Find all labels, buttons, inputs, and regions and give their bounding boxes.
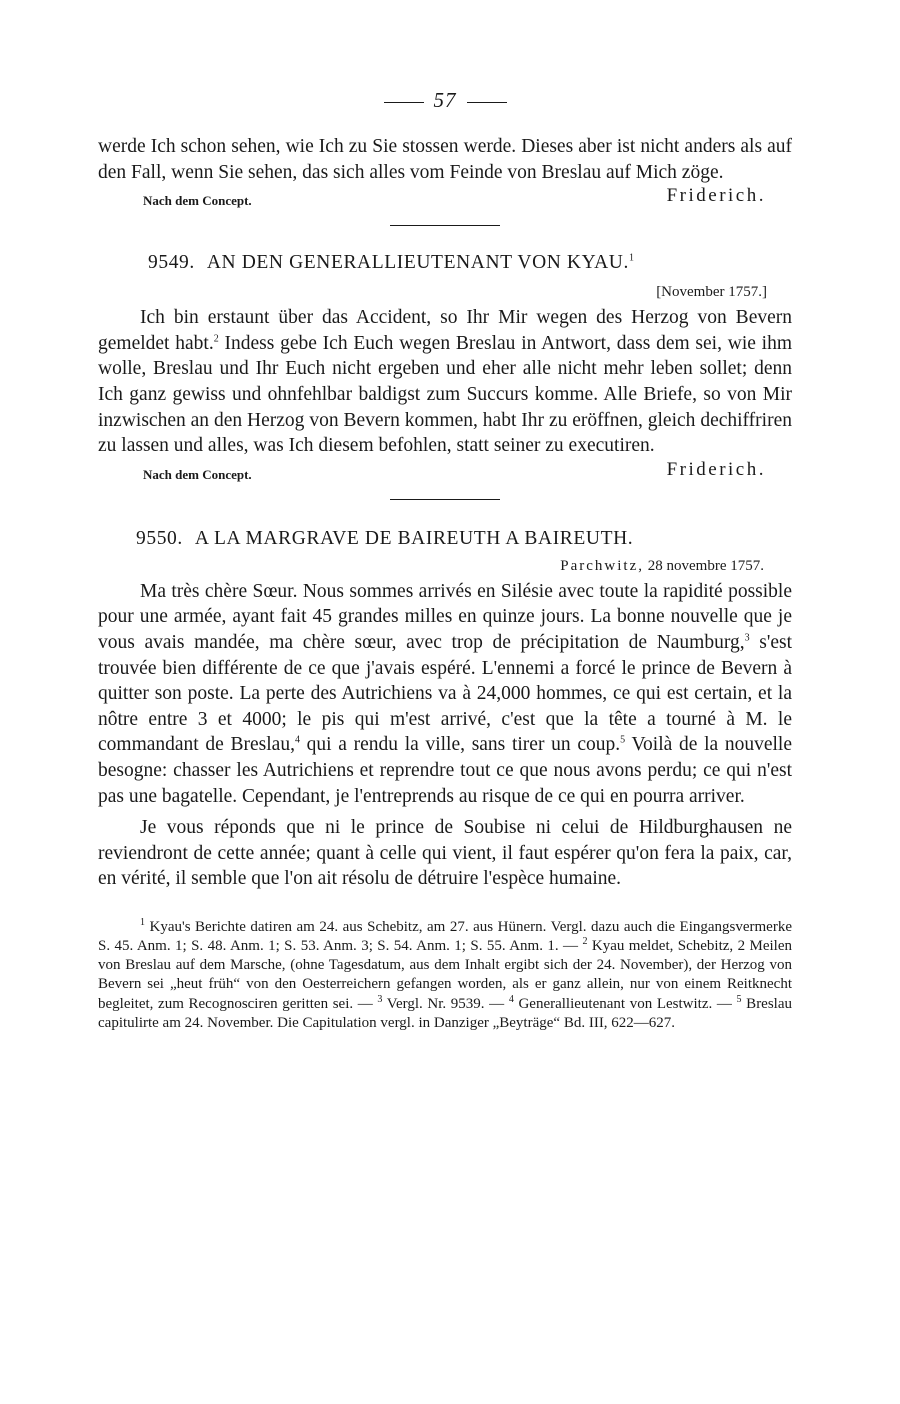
letter-body-part: Ma très chère Sœur. Nous sommes arrivés en Silésie avec toute la rapidité possible pour une armée, ayant fait 45 grandes milles en quinze jours. La bonne nouvelle que je vous avais mandée, ma chère sœur, avec trop de précipitation de Naumburg,	[98, 580, 792, 653]
letter-body-9549	[98, 305, 792, 459]
footnote-ref: 3	[744, 632, 750, 644]
footnote-text: Vergl. Nr. 9539. —	[382, 995, 509, 1012]
letter-body-part: s'est trouvée bien différente de ce que j'avais espéré. L'ennemi a forcé le prince de Bevern à quitter son poste. La perte des Autrichiens va à 24,000 hommes, ce qui est certain, et la nôtre entre 3 et 4000; le pis qui m'est arrivé, c'est que la tête a tourné à M. le commandant de Breslau,	[98, 631, 793, 756]
letter-date-value: 28 novembre 1757.	[647, 557, 764, 574]
footnote-marker: 3	[377, 993, 383, 1005]
footnote-text: Kyau's Berichte datiren am 24. aus Schebitz, am 27. aus Hünern. Vergl. dazu auch die Eingangsvermerke S. 45. Anm. 1; S. 48. Anm. 1; S. 53. Anm. 3; S. 54. Anm. 1; S. 55. Anm. 1. —	[98, 918, 792, 955]
footnote-text: Kyau meldet, Schebitz, 2 Meilen von Breslau auf dem Marsche, (ohne Tagesdatum, aus dem Inhalt ergibt sich der 24. November), der Herzog von Bevern sei „heut früh“ von den Oesterreichern gefangen worden, als er ganz allein, nur von einem Reitknecht begleitet, zum Recognosciren geritten sei. —	[98, 938, 792, 1012]
letter-date	[98, 558, 792, 575]
letter-heading-9550	[98, 528, 792, 550]
letter-number: 9550.	[136, 527, 183, 549]
source-note: Nach dem Concept.	[143, 466, 252, 482]
letter-body-part: qui a rendu la ville, sans tirer un coup.	[299, 734, 621, 756]
footnote-marker: 4	[508, 993, 514, 1005]
letter-9549-signature-row	[98, 459, 792, 489]
footnote-ref: 5	[620, 734, 626, 746]
letter-body-part: Ich bin erstaunt über das Accident, so Ihr Mir wegen des Herzog von Bevern gemeldet habt.	[98, 307, 792, 354]
continuation-signature-row	[98, 185, 792, 215]
footnote-marker: 1	[140, 916, 145, 928]
footnote-text: Generallieutenant von Lestwitz. —	[513, 995, 737, 1012]
page-body	[98, 80, 792, 1033]
signature: Friderich.	[666, 185, 766, 207]
source-note: Nach dem Concept.	[143, 193, 252, 209]
footnote-text: Breslau capitulirte am 24. November. Die Capitulation vergl. in Danziger „Beyträge“ Bd. III, 622—627.	[98, 995, 793, 1031]
footnote-ref: 1	[628, 252, 635, 264]
page-number-value: 57	[433, 88, 457, 112]
signature: Friderich.	[666, 458, 766, 480]
letter-body-9550-p1	[98, 579, 792, 809]
letter-body-9550-p2: Je vous réponds que ni le prince de Soubise ni celui de Hildburghausen ne reviendront de cette année; quant à celle qui vient, il faut espérer qu'on fera la paix, car, en vérité, il semble que l'on ait résolu de détruire l'espèce humaine.	[98, 817, 792, 890]
letter-date: [November 1757.]	[656, 284, 767, 301]
continuation-text: werde Ich schon sehen, wie Ich zu Sie stossen werde. Dieses aber ist nicht anders als auf den Fall, wenn Sie sehen, das sich alles vom Feinde von Breslau auf Mich zöge.	[98, 136, 792, 183]
footnote-marker: 2	[582, 936, 588, 948]
letter-place: Parchwitz,	[560, 557, 645, 574]
footnote-ref: 2	[213, 333, 219, 345]
letter-title: A LA MARGRAVE DE BAIREUTH A BAIREUTH.	[194, 527, 634, 549]
letter-title: AN DEN GENERALLIEUTENANT VON KYAU.	[206, 252, 629, 274]
letter-body-part: Indess gebe Ich Euch wegen Breslau in Antwort, dass dem sei, wie ihm wolle, Breslau und Ihr Euch nicht ergeben und eher alle nicht mehr leben sollet; denn Ich ganz gewiss und ohnfehlbar baldigst zum Succurs komme. Alle Briefe, so von Mir inzwischen an den Herzog von Bevern kommen, habt Ihr zu eröffnen, gleich dechiffriren zu lassen und alles, was Ich diesem befohlen, statt seiner zu executiren.	[98, 332, 793, 457]
letter-heading-9549	[98, 252, 792, 274]
footnote-marker: 5	[736, 993, 742, 1005]
footnote-ref: 4	[294, 734, 300, 746]
footnotes	[98, 918, 792, 1033]
letter-body-part: Voilà de la nouvelle besogne: chasser les Autrichiens et reprendre tout ce que nous avons perdu; ce qui n'est pas une bagatelle. Cependant, je l'entreprends au risque de ce qui en pourra arriver.	[98, 734, 792, 807]
letter-number: 9549.	[148, 252, 195, 274]
